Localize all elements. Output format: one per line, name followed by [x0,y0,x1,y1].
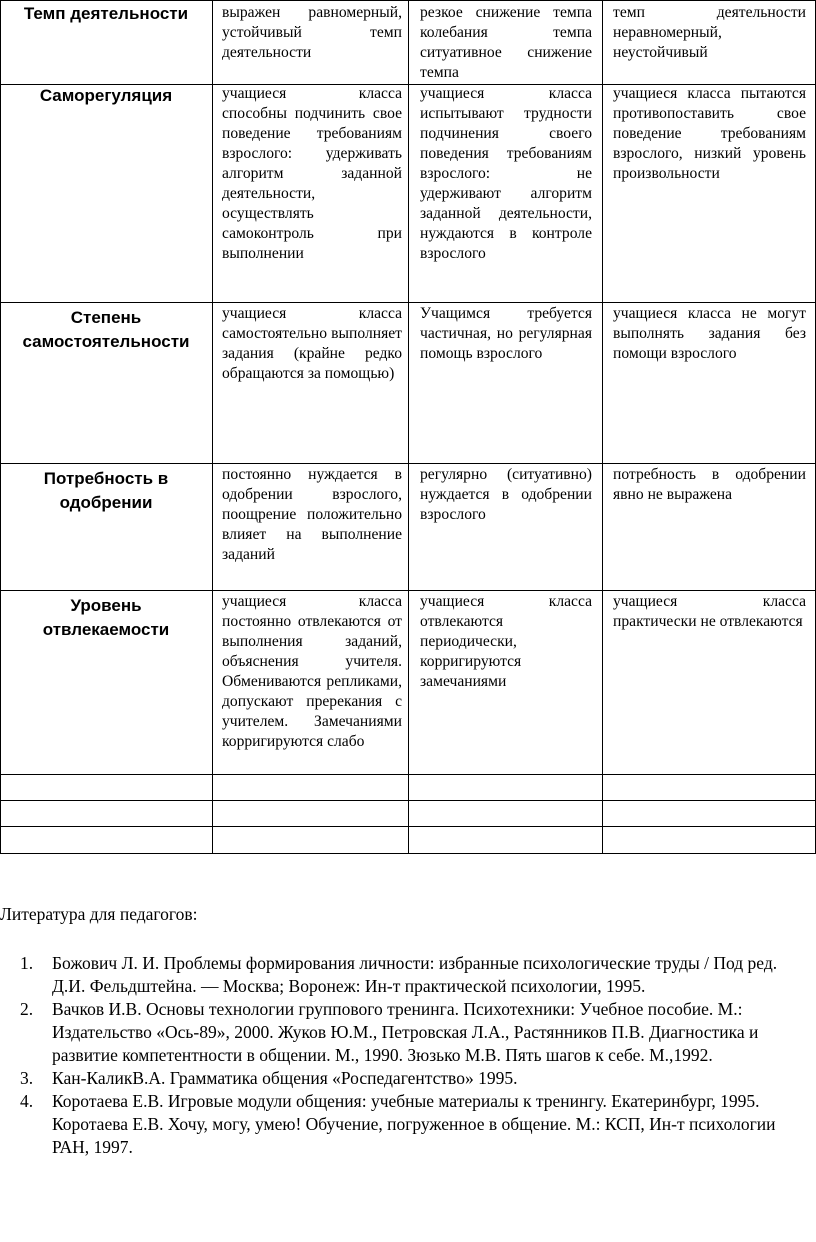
row-heading: Степень самостоятельности [22,308,190,351]
table-cell: Учащимся требуется частичная, но регулярная помощь взрослого [420,305,592,362]
table-cell: темп деятельности неравномерный, неустойчивый [613,4,806,61]
table-cell: учащиеся класса практически не отвлекаются [613,593,806,630]
row-heading: Темп деятельности [23,4,189,23]
list-item [0,998,800,1067]
row-heading: Потребность в одобрении [43,469,169,512]
column-divider [212,0,213,854]
table-cell: постоянно нуждается в одобрении взрослого, поощрение положительно влияет на выполнение заданий [222,466,402,563]
table-cell: учащиеся класса пытаются противопоставить свое поведение требованиям взрослого, низкий уровень произвольности [613,85,806,182]
table-cell: резкое снижение темпа колебания темпа ситуативное снижение темпа [420,4,592,81]
list-item [0,952,800,998]
list-item [0,1067,800,1090]
table-cell: потребность в одобрении явно не выражена [613,466,806,503]
literature-title: Литература для педагогов: [0,904,198,924]
table-cell: учащиеся класса самостоятельно выполняет задания (крайне редко обращаются за помощью) [222,305,402,382]
column-divider [602,0,603,854]
reference-text: Вачков И.В. Основы технологии группового тренинга. Психотехники: Учебное пособие. М.: Издательство «Ось-89», 2000. Жуков Ю.М., Петровская Л.А., Растянников П.В. Диагностика и развитие компетентности в общении. М., 1990. Зюзько М.В. Пять шагов к себе. М.,1992. [52,999,759,1065]
reference-text: Коротаева Е.В. Игровые модули общения: учебные материалы к тренингу. Екатеринбург, 1995. [52,1091,760,1111]
table-cell: учащиеся класса постоянно отвлекаются от выполнения заданий, объяснения учителя. Обмениваются репликами, допускают пререкания с учителем. Замечаниями корригируются слабо [222,593,402,750]
list-number: 3. [20,1068,34,1088]
column-divider [408,0,409,854]
list-number: 2. [20,999,34,1019]
table-cell: регулярно (ситуативно) нуждается в одобрении взрослого [420,466,592,523]
row-heading: Саморегуляция [39,86,173,105]
table-cell: учащиеся класса не могут выполнять задания без помощи взрослого [613,305,806,362]
table-cell: учащиеся класса способны подчинить свое поведение требованиям взрослого: удерживать алгоритм заданной деятельности, осуществлять самоконтроль при выполнении [222,85,402,262]
table-cell: выражен равномерный, устойчивый темп деятельности [222,4,402,61]
row-heading: Уровень отвлекаемости [42,596,170,639]
table-cell: учащиеся класса отвлекаются периодически, корригируются замечаниями [420,593,592,690]
table-cell: учащиеся класса испытывают трудности подчинения своего поведения требованиям взрослого: не удерживают алгоритм заданной деятельности, нуждаются в контроле взрослого [420,85,592,262]
reference-text: Божович Л. И. Проблемы формирования личности: избранные психологические труды / Под ред. Д.И. Фельдштейна. — Москва; Воронеж: Ин-т практической психологии, 1995. [52,953,778,996]
list-number: 4. [20,1091,34,1111]
list-number: 1. [20,953,34,973]
list-item [0,1090,800,1159]
literature-list [0,952,800,1159]
reference-text: Коротаева Е.В. Хочу, могу, умею! Обучение, погруженное в общение. М.: КСП, Ин-т психологии РАН, 1997. [52,1114,776,1157]
column-divider [0,0,1,854]
reference-text: Кан-КаликВ.А. Грамматика общения «Роспедагентство» 1995. [52,1068,518,1088]
